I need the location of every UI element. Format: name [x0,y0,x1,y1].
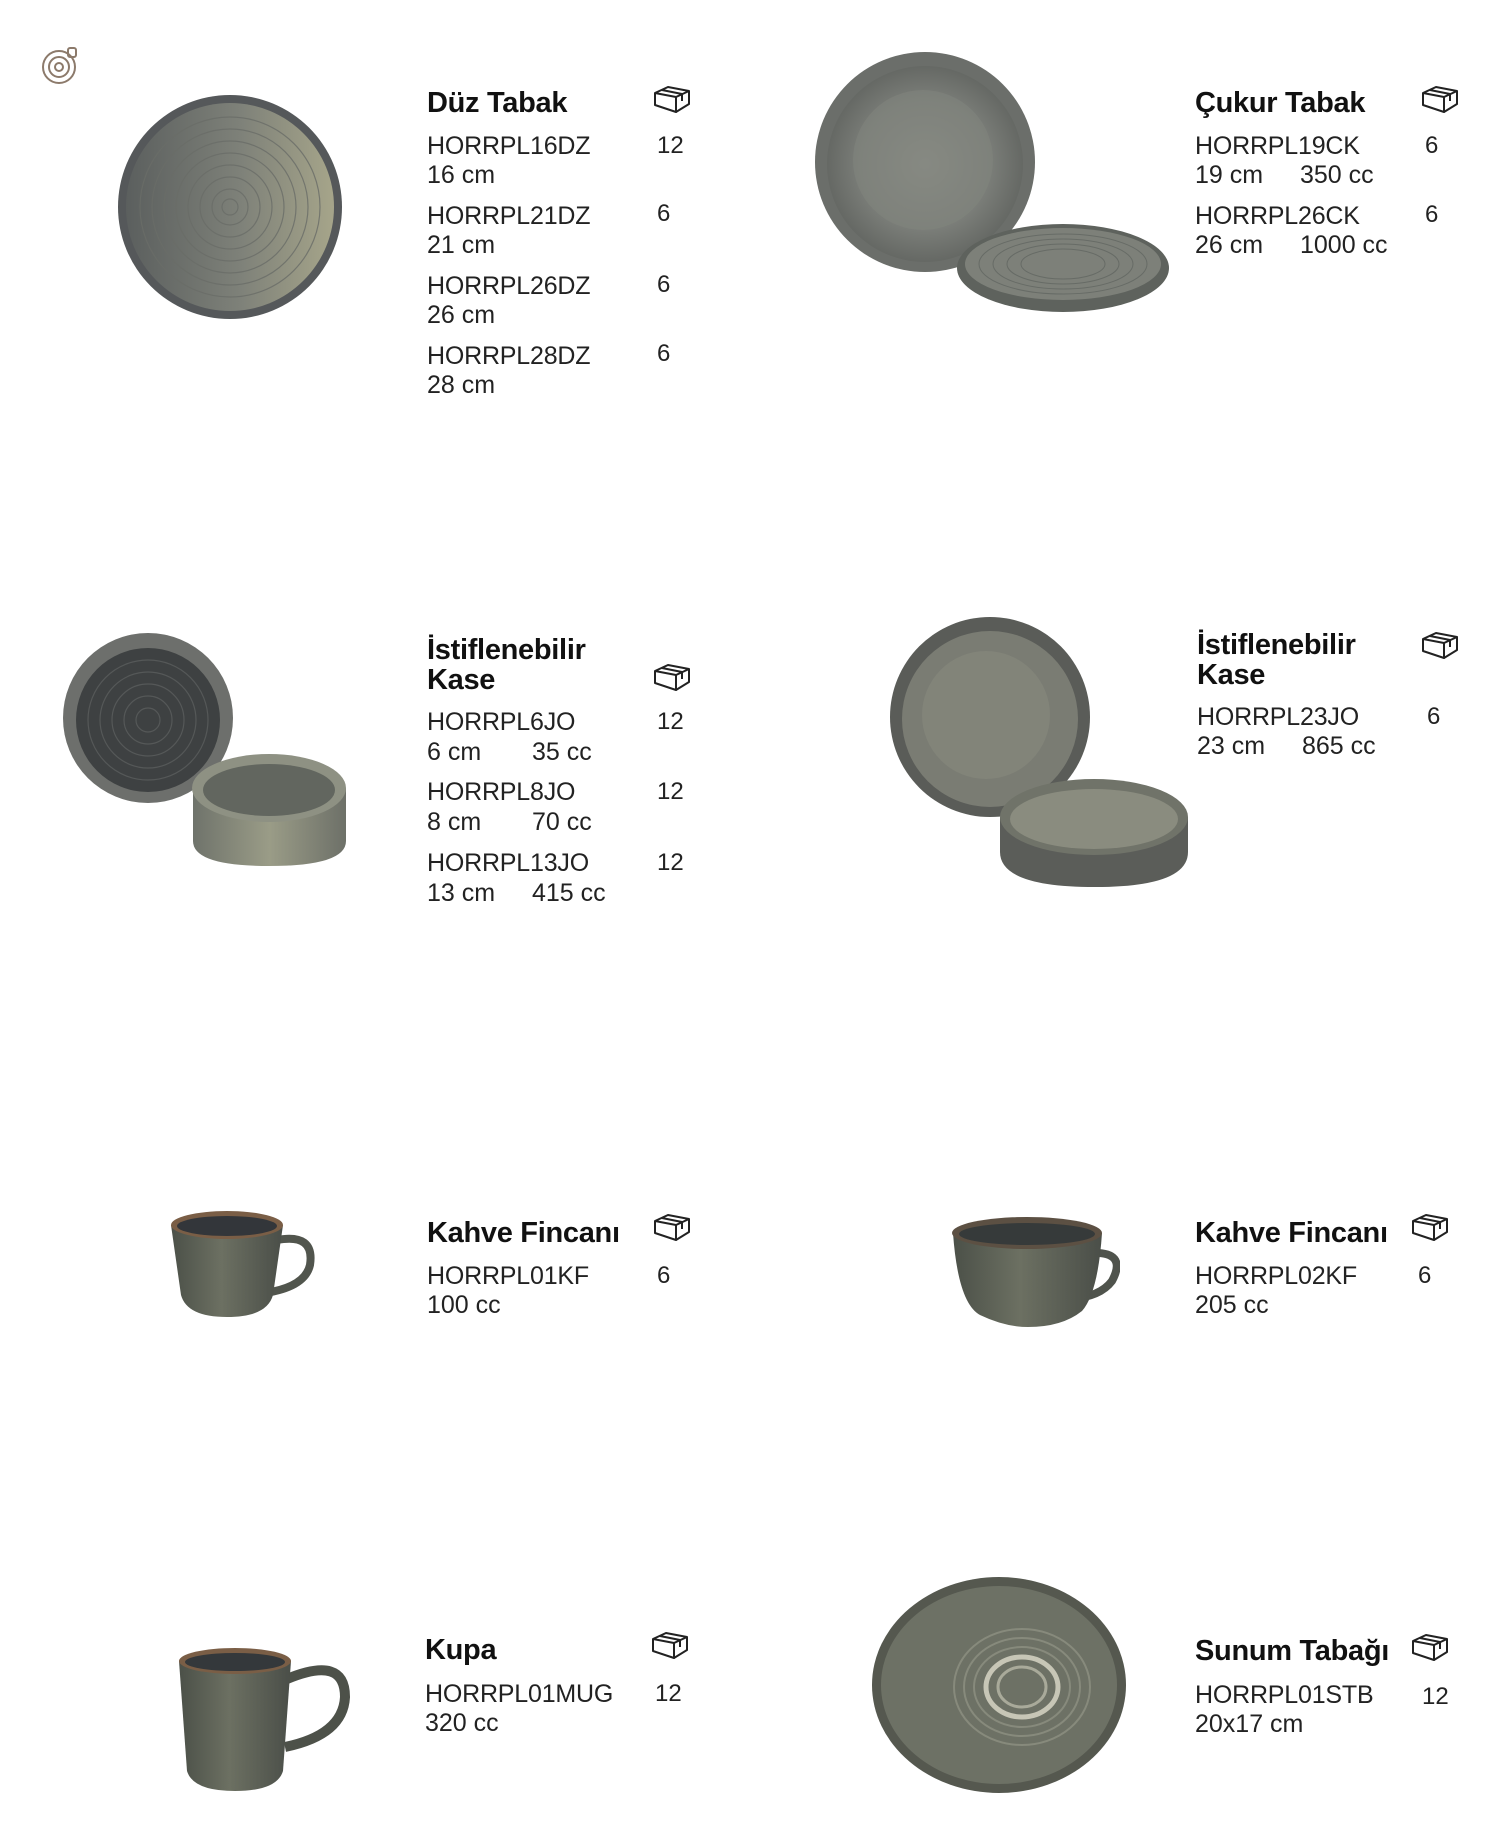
product-size: 13 cm [427,879,496,907]
kahve-fincani-image [165,1205,315,1320]
product-code: HORRPL01STB [1195,1681,1374,1709]
product-code: HORRPL01MUG [425,1680,614,1708]
product-code: HORRPL8JO [427,778,576,806]
product-volume: 865 cc [1302,732,1376,760]
brand-swirl-icon [40,44,82,86]
box-icon [1410,1632,1450,1662]
product-title-line2: Kase [1197,659,1266,691]
product-code: HORRPL28DZ [427,342,591,370]
istiflenebilir-kase-image [63,633,353,873]
product-volume: 100 cc [427,1291,501,1319]
product-volume: 415 cc [532,879,606,907]
pack-qty: 6 [657,271,671,298]
pack-qty: 6 [1425,201,1439,228]
product-code: HORRPL21DZ [427,202,591,230]
pack-qty: 6 [1427,703,1441,730]
pack-qty: 6 [657,200,671,227]
product-title: Kupa [425,1634,497,1666]
pack-qty: 12 [657,132,684,159]
product-title-line2: Kase [427,664,496,696]
product-code: HORRPL26DZ [427,272,591,300]
product-size: 26 cm [1195,231,1264,259]
pack-qty: 6 [657,340,671,367]
kupa-image [175,1643,355,1793]
product-title: Kahve Fincanı [427,1217,620,1249]
product-code: HORRPL23JO [1197,703,1359,731]
kahve-fincani-image [950,1213,1120,1328]
box-icon [650,1630,690,1660]
sunum-tabagi-image [872,1575,1127,1795]
product-code: HORRPL16DZ [427,132,591,160]
product-code: HORRPL13JO [427,849,589,877]
product-volume: 70 cc [532,808,592,836]
product-volume: 35 cc [532,738,592,766]
product-size: 8 cm [427,808,482,836]
pack-qty: 12 [657,708,684,735]
product-code: HORRPL02KF [1195,1262,1357,1290]
product-size: 26 cm [427,301,496,329]
product-size: 28 cm [427,371,496,399]
cukur-tabak-image [815,52,1175,322]
product-size: 19 cm [1195,161,1264,189]
duz-tabak-image [115,92,345,322]
product-size: 6 cm [427,738,482,766]
product-code: HORRPL01KF [427,1262,589,1290]
product-volume: 320 cc [425,1709,499,1737]
product-title: Düz Tabak [427,87,568,119]
box-icon [652,84,692,114]
product-title: Kahve Fincanı [1195,1217,1388,1249]
box-icon [652,662,692,692]
box-icon [652,1212,692,1242]
product-title-line1: İstiflenebilir [1197,629,1356,661]
product-code: HORRPL19CK [1195,132,1360,160]
istiflenebilir-kase-image [890,617,1190,892]
product-size: 21 cm [427,231,496,259]
product-code: HORRPL26CK [1195,202,1360,230]
box-icon [1420,84,1460,114]
product-size: 16 cm [427,161,496,189]
product-volume: 350 cc [1300,161,1374,189]
product-title: Sunum Tabağı [1195,1635,1390,1667]
pack-qty: 6 [1418,1262,1432,1289]
pack-qty: 12 [657,778,684,805]
box-icon [1420,630,1460,660]
product-volume: 1000 cc [1300,231,1388,259]
pack-qty: 12 [655,1680,682,1707]
product-volume: 205 cc [1195,1291,1269,1319]
pack-qty: 6 [657,1262,671,1289]
pack-qty: 6 [1425,132,1439,159]
box-icon [1410,1212,1450,1242]
pack-qty: 12 [657,849,684,876]
product-title-line1: İstiflenebilir [427,634,586,666]
product-size: 23 cm [1197,732,1266,760]
product-title: Çukur Tabak [1195,87,1366,119]
pack-qty: 12 [1422,1683,1449,1710]
product-size: 20x17 cm [1195,1710,1304,1738]
product-code: HORRPL6JO [427,708,576,736]
